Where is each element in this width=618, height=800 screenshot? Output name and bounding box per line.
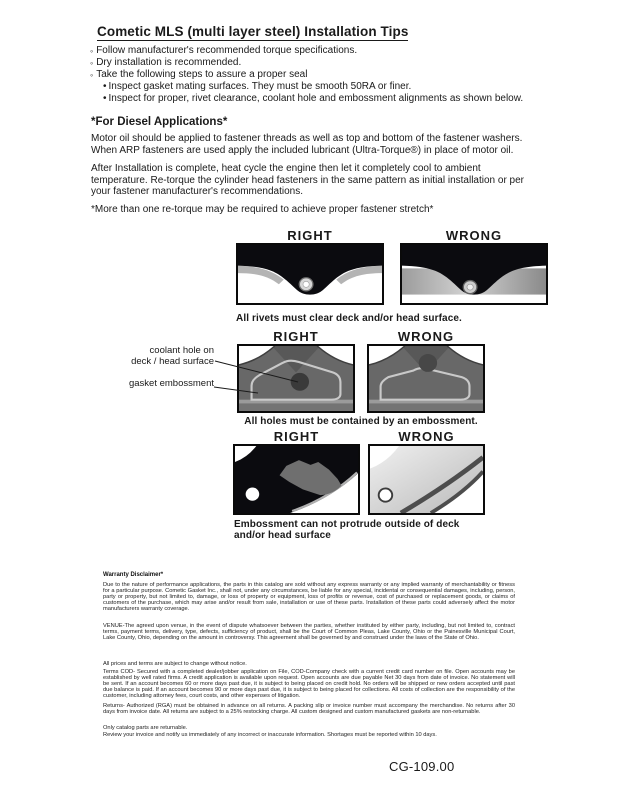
row2-caption: All holes must be contained by an embossment. <box>244 416 478 427</box>
figure-protrusion-wrong <box>368 444 485 515</box>
row2-wrong-label: WRONG <box>397 329 455 344</box>
figure-protrusion-right <box>233 444 360 515</box>
row1-right-label: RIGHT <box>287 228 333 243</box>
diesel-applications-heading: *For Diesel Applications* <box>91 116 228 128</box>
rivet-clear-diagram <box>238 245 382 303</box>
row3-right-label: RIGHT <box>273 429 320 444</box>
retorque-note: *More than one re-torque may be required to achieve proper fastener stretch* <box>91 204 434 215</box>
figure-rivet-right <box>236 243 384 305</box>
gasket-embossment-annotation: gasket embossment <box>128 378 214 389</box>
annotation-line: coolant hole on <box>149 345 214 356</box>
bullet-item <box>90 57 550 69</box>
warranty-heading: Warranty Disclaimer* <box>103 572 164 578</box>
warranty-liability-paragraph: Due to the nature of performance applications, the parts in this catalog are sold without any express warranty or any implied warranty of merchantability or fitness for a particular purpose. Cometic Gasket Inc., shall not, under any circumstances, be liable for any special, incidental or consequential damages, including, person, party or property, but not limited to, damage, or loss of property or equipment, loss of profits or revenue, cost of purchased or replacement goods, or claims of customers of the purchase, which may arise and/or result from sale, installation or use of these parts. Installation of these parts could adversely affect the motor manufacturers warranty coverage. <box>103 582 515 612</box>
embossment-inside-diagram <box>235 446 358 513</box>
warranty-terms-paragraph: Terms COD- Secured with a completed dealer/jobber application on File, COD-Company check with a current credit card number on file. Open accounts may be established by well rated firms. A credit application is available upon request. Open accounts are due payable Net 30 days from date of invoice. No statement will be sent. If an account becomes 60 or more days past due, it is subject to being placed on credit hold. No orders will be shipped or new orders accepted until past due balance is paid. If an account becomes 90 or more days past due, it is subject to being placed for collections. All costs of collection are the responsibility of the customer, including attorney fees, court costs, and other expenses of litigation. <box>103 669 515 699</box>
row2-right-label: RIGHT <box>273 329 319 344</box>
row1-caption: All rivets must clear deck and/or head surface. <box>236 313 462 324</box>
page-code: CG-109.00 <box>389 759 455 774</box>
bullet-text: ◦ Follow manufacturer's recommended torque specifications. <box>96 45 358 56</box>
sub-bullet-item <box>103 81 550 93</box>
page-title: Cometic MLS (multi layer steel) Installation Tips <box>97 24 409 39</box>
rivet-interfere-diagram <box>402 245 546 303</box>
bullet-item <box>90 45 550 57</box>
sub-bullet-item <box>103 93 550 105</box>
caption-line: and/or head surface <box>234 530 331 541</box>
coolant-hole-icon <box>419 354 437 372</box>
diesel-paragraph-2: After Installation is complete, heat cycle the engine then let it completely cool to ambient temperature. Re-torque the cylinder head fasteners in the same pattern as initial installation or per your fastener manufacturer's recommendations. <box>91 163 525 198</box>
annotation-pointer-lines <box>110 340 310 400</box>
warranty-returns-paragraph: Returns- Authorized (RGA) must be obtained in advance on all returns. A packing slip or invoice number must accompany the merchandise. No returns after 30 days from invoice date. All returns are subject to a 25% restocking charge. All custom designed and custom manufactured gaskets are non-returnable. <box>103 703 515 715</box>
bullet-item <box>90 69 550 81</box>
sub-bullet-text: • Inspect gasket mating surfaces. They must be smooth 50RA or finer. <box>108 81 412 92</box>
bolt-hole-icon <box>379 488 393 501</box>
diesel-paragraph-1: Motor oil should be applied to fastener threads as well as top and bottom of the fastener washers. When ARP fasteners are used apply the included lubricant (Ultra-Torque®) in place of motor oil. <box>91 133 523 156</box>
figure-embossment-wrong <box>367 344 485 413</box>
embossment-protrude-diagram <box>370 446 483 513</box>
warranty-prices-line: All prices and terms are subject to change without notice. <box>103 661 247 667</box>
hole-outside-diagram <box>369 346 483 411</box>
bullet-text: ◦ Dry installation is recommended. <box>96 57 242 68</box>
sub-bullet-text: • Inspect for proper, rivet clearance, coolant hole and embossment alignments as shown below. <box>108 93 524 104</box>
caption-line: Embossment can not protrude outside of deck <box>234 519 460 530</box>
bolt-hole-icon <box>246 488 260 501</box>
figure-rivet-wrong <box>400 243 548 305</box>
row1-wrong-label: WRONG <box>445 228 503 243</box>
row3-wrong-label: WRONG <box>398 429 455 444</box>
installation-tips-list <box>90 45 550 105</box>
row3-caption <box>234 519 514 541</box>
warranty-venue-paragraph: VENUE-The agreed upon venue, in the event of dispute whatsoever between the parties, whether instituted by either party, including, but not limited to, contract terms, payment terms, delivery, type, defects, sufficiency of product, shall be the Court of Common Pleas, Lake County, Ohio or the Painesville Municipal Court, Lake County, Ohio, depending on the amount in controversy. This agreement shall be governed by and construed under the laws of the State of Ohio. <box>103 623 515 641</box>
warranty-review-line: Review your invoice and notify us immediately of any incorrect or inaccurate information. Shortages must be reported within 10 days. <box>103 732 437 738</box>
bullet-text: ◦ Take the following steps to assure a proper seal <box>96 69 308 80</box>
annotation-line: deck / head surface <box>131 355 214 367</box>
warranty-catalog-line: Only catalog parts are returnable. <box>103 725 188 731</box>
